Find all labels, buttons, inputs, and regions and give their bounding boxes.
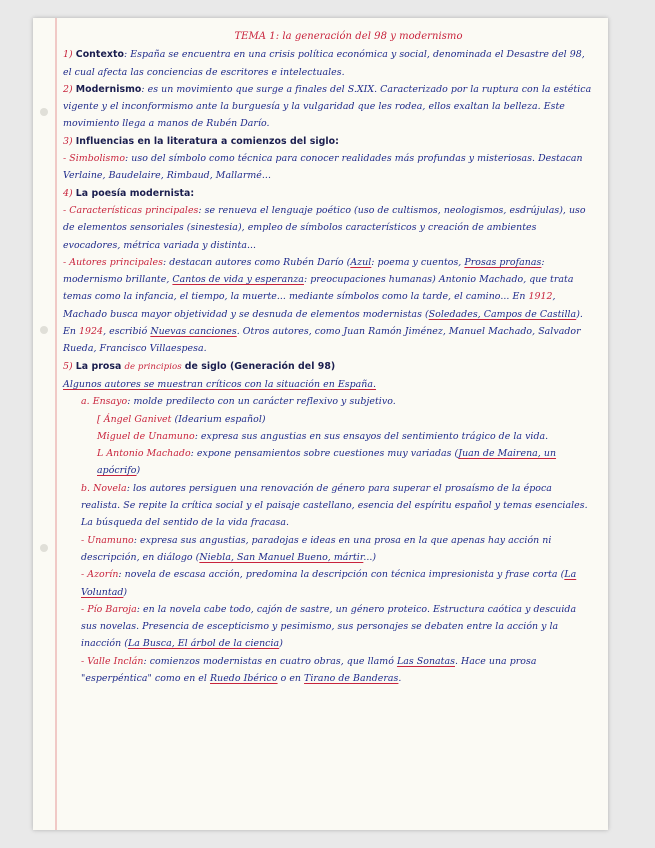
text-run: : expresa sus angustias, paradojas e ideas en una prosa en la que apenas hay acción ni descripción, en diálogo ( [81,534,552,563]
work-title: Ruedo Ibérico [210,672,278,684]
section-text: : es un movimiento que surge a finales del S.XIX. Caracterizado por la ruptura con la estética vigente y el inconformismo ante la burguesía y la vulgaridad que les rodea, ellos exaltan la belleza. Este movimiento llega a manos de Rubén Darío. [63,83,592,130]
author-name: Miguel de Unamuno [97,430,195,442]
work-title: Las Sonatas [396,655,455,667]
work-title: La Voluntad [81,569,577,598]
year: 1912 [528,291,553,303]
text-run: ) [279,638,283,650]
intro-text: Algunos autores se muestran críticos con la situación en España. [63,378,377,390]
author-bracket: [ [97,413,104,425]
item-label: - Características principales [63,204,199,216]
text-run: o en [277,672,305,684]
prose-intro [63,376,594,393]
author-bracket: L [97,448,107,460]
essay-author-machado [63,445,594,480]
novel-author-valle [63,653,594,688]
author-name: - Unamuno [81,534,134,546]
item-text: : uso del símbolo como técnica para conocer realidades más profundas y misteriosas. Destacan Verlaine, Baudelaire, Rimbaud, Mallarmé... [63,153,583,182]
author-text: : expresa sus angustias en sus ensayos del sentimiento trágico de la vida. [194,430,549,442]
essay-item [63,393,594,410]
work-title: Niebla, San Manuel Bueno, mártir [199,551,364,563]
item-text: : los autores persiguen una renovación de género para superar el prosaísmo de la época realista. Se repite la crítica social y el paisaje castellano, esencia del espíritu español y temas esenciales. La búsqueda del sentido de la vida fracasa. [81,482,588,529]
punch-holes [40,108,48,762]
symbolism-item [63,150,594,185]
section-heading-cont: de siglo (Generación del 98) [184,360,336,372]
author-name: - Azorín [81,569,119,581]
characteristics-item [63,202,594,254]
work-title: Juan de Mairena, un apócrifo [97,448,557,477]
text-run: ...) [363,551,377,563]
item-label: b. Novela [81,482,127,494]
text-run: : en la novela cabe todo, cajón de sastre, un género proteico. Estructura caótica y descuida sus novelas. Presencia de escepticismo y pesimismo, sus personajes se debaten entre la acción y la inacción ( [81,603,577,650]
margin-line [55,18,57,830]
section-modernism [63,81,594,133]
essay-author-ganivet [63,411,594,428]
heading-insert: de principios [124,361,182,372]
section-context [63,46,594,81]
author-name: Antonio Machado [106,448,191,460]
item-label: - Autores principales [63,256,163,268]
section-number: 5) [63,360,73,372]
work-title: Prosas profanas [464,256,542,268]
work-title: Soledades, Campos de Castilla [428,308,577,320]
item-label: - Simbolismo [63,153,126,165]
text-run: ) [123,586,128,598]
section-prose [63,358,594,376]
handwritten-notes [63,28,594,687]
novel-author-azorin [63,566,594,601]
text-run: , escribió [103,326,151,338]
author-text: (Idearium español) [174,413,266,425]
text-run: : modernismo brillante, [63,256,545,286]
section-number: 4) [63,187,73,199]
year: 1924 [79,326,104,338]
text-run: . Otros autores, como Juan Ramón Jiménez, Manuel Machado, Salvador Rueda, Francisco Villaespesa. [63,326,581,355]
section-heading: Contexto [75,49,124,61]
work-title: Azul [350,256,372,268]
author-name: - Pío Baroja [81,603,137,615]
section-text: : España se encuentra en una crisis política económica y social, denominada el Desastre del 98, el cual afecta las conciencias de escritores e intelectuales. [63,49,585,78]
text-run: : comienzos modernistas en cuatro obras, que llamó [143,655,397,667]
text-run: : destacan autores como Rubén Darío ( [162,256,351,268]
work-title: La Busca, El árbol de la ciencia [127,638,280,650]
text-run: : poema y cuentos, [371,256,465,268]
essay-author-unamuno [63,428,594,445]
page-title: TEMA 1: la generación del 98 y modernismo [234,31,463,42]
authors-item [63,254,594,358]
work-title: Tirano de Banderas [304,672,399,684]
section-number: 1) [63,49,73,61]
text-run: . Hace una prosa "esperpéntica" como en el [81,655,537,684]
text-run: , Machado busca mayor objetividad y se desnuda de elementos modernistas ( [63,291,556,320]
item-text: : se renueva el lenguaje poético (uso de cultismos, neologismos, esdrújulas), uso de elementos sensoriales (sinestesia), empleo de símbolos característicos y creación de ambientes evocadores, métrica variada y distinta... [63,204,586,251]
section-heading: Influencias en la literatura a comienzos del siglo: [75,135,339,147]
section-number: 2) [63,83,73,95]
text-run: : expone pensamientos sobre cuestiones muy variadas ( [190,448,459,460]
item-text: : molde predilecto con un carácter reflexivo y subjetivo. [127,396,396,408]
section-heading: Modernismo [75,83,142,95]
author-name: - Valle Inclán [81,655,144,667]
novel-item [63,480,594,532]
section-heading: La prosa [75,360,122,372]
section-heading: La poesía modernista: [75,187,195,199]
section-number: 3) [63,135,73,147]
text-run: : preocupaciones humanas) Antonio Machado, que trata temas como la infancia, el tiempo, la muerte... mediante símbolos como la tarde, el camino... En [63,274,574,303]
text-run: . [398,672,402,684]
author-name: Ángel Ganivet [103,413,172,425]
section-influences [63,133,594,150]
item-label: a. Ensayo [81,396,128,408]
notebook-page [33,18,608,830]
novel-author-baroja [63,601,594,653]
text-run: ). En [63,308,583,338]
work-title: Cantos de vida y esperanza [172,274,304,286]
text-run: ) [136,465,141,477]
section-modernist-poetry [63,185,594,202]
text-run: : novela de escasa acción, predomina la descripción con técnica impresionista y frase corta ( [118,569,565,581]
novel-author-unamuno [63,532,594,567]
work-title: Nuevas canciones [150,326,237,338]
